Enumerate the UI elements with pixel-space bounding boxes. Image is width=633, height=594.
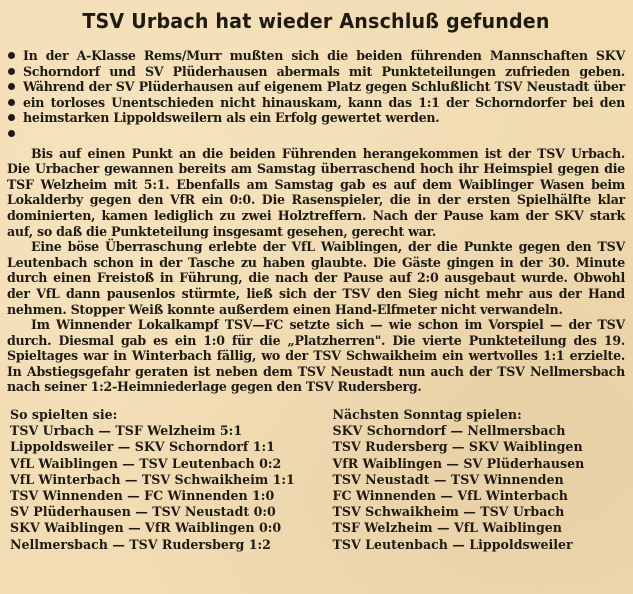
headline: TSV Urbach hat wieder Anschluß gefunden (82, 9, 550, 33)
results-list (10, 423, 303, 553)
article-body (7, 48, 625, 395)
fixture-item: VfR Waiblingen — SV Plüderhausen (332, 455, 585, 471)
fixture-item: TSV Leutenbach — Lippoldsweiler (332, 536, 573, 552)
paragraph: Bis auf einen Punkt an die beiden Führenden herangekommen ist der TSV Urbach. Die Urbacher gewannen bereits am Samstag überraschend hoch ihr Heimspiel gegen die TSF Welzheim mit 5:1. Ebenfalls am Samstag gab es auf dem Waiblinger Wasen beim Lokalderby gegen den VfR ein 0:0. Die Rasenspieler, die in der ersten Spielhälfte klar dominierten, kamen lediglich zu zwei Holztreffern. Nach der Pause kam der SKV stark auf, so daß die Punkteteilung insgesamt gesehen, gerecht war. (7, 145, 625, 239)
result-item: Nellmersbach — TSV Rudersberg 1:2 (10, 536, 271, 552)
fixtures-list (333, 423, 626, 553)
result-item: TSV Winnenden — FC Winnenden 1:0 (10, 488, 275, 504)
results-column (7, 407, 303, 553)
fixture-item: TSV Schwaikheim — TSV Urbach (332, 504, 565, 520)
fixture-item: SKV Schorndorf — Nellmersbach (332, 423, 566, 439)
result-item: SKV Waiblingen — VfR Waiblingen 0:0 (10, 520, 282, 536)
paragraph: Eine böse Überraschung erlebte der VfL Waiblingen, der die Punkte gegen den TSV Leutenbach schon in der Tasche zu haben glaubte. Die Gäste gingen in der 30. Minute durch einen Freistoß in Führung, die nach der Pause auf 2:0 ausgebaut wurde. Obwohl der VfL dann pausenlos stürmte, ließ sich der TSV den Sieg nicht mehr aus der Hand nehmen. Stopper Weiß konnte außerdem einen Hand-Elfmeter nicht verwandeln. (7, 239, 625, 317)
results-section (7, 407, 625, 553)
lead-paragraph (7, 48, 625, 146)
lead-text: In der A-Klasse Rems/Murr mußten sich die beiden führenden Mannschaften SKV Schorndorf und SV Plüderhausen abermals mit Punkteteilungen zufrieden geben. Während der SV Plüderhausen auf eigenem Platz gegen Schlußlicht TSV Neustadt über ein torloses Unentschieden nicht hinauskam, kann das 1:1 der Schorndorfer bei den heimstarken Lippoldsweilern als ein Erfolg gewertet werden. (23, 48, 625, 126)
fixtures-heading: Nächsten Sonntag spielen: (332, 407, 522, 423)
fixtures-column (303, 407, 626, 553)
bullet-icon (8, 52, 15, 59)
fixture-item: FC Winnenden — VfL Winterbach (332, 488, 568, 504)
results-heading: So spielten sie: (10, 407, 118, 423)
bullet-column (7, 48, 23, 146)
result-item: SV Plüderhausen — TSV Neustadt 0:0 (10, 504, 276, 520)
result-item: VfL Winterbach — TSV Schwaikheim 1:1 (10, 471, 295, 487)
bullet-icon (8, 68, 15, 75)
bullet-icon (8, 83, 15, 90)
fixture-item: TSF Welzheim — VfL Waiblingen (332, 520, 562, 536)
result-item: Lippoldsweiler — SKV Schorndorf 1:1 (10, 439, 275, 455)
bullet-icon (8, 99, 15, 106)
paragraph: Im Winnender Lokalkampf TSV—FC setzte sich — wie schon im Vorspiel — der TSV durch. Diesmal gab es ein 1:0 für die „Platzherren". Die vierte Punkteteilung des 19. Spieltages war in Winterbach fällig, wo der TSV Schwaikheim ein wertvolles 1:1 erzielte. In Abstiegsgefahr geraten ist neben dem TSV Neustadt nun auch der TSV Nellmersbach nach seiner 1:2-Heimniederlage gegen den TSV Rudersberg. (7, 317, 625, 395)
fixture-item: TSV Rudersberg — SKV Waiblingen (332, 439, 583, 455)
result-item: VfL Waiblingen — TSV Leutenbach 0:2 (10, 455, 282, 471)
bullet-icon (8, 114, 15, 121)
fixture-item: TSV Neustadt — TSV Winnenden (332, 471, 564, 487)
result-item: TSV Urbach — TSF Welzheim 5:1 (10, 423, 243, 439)
bullet-icon (8, 130, 15, 137)
